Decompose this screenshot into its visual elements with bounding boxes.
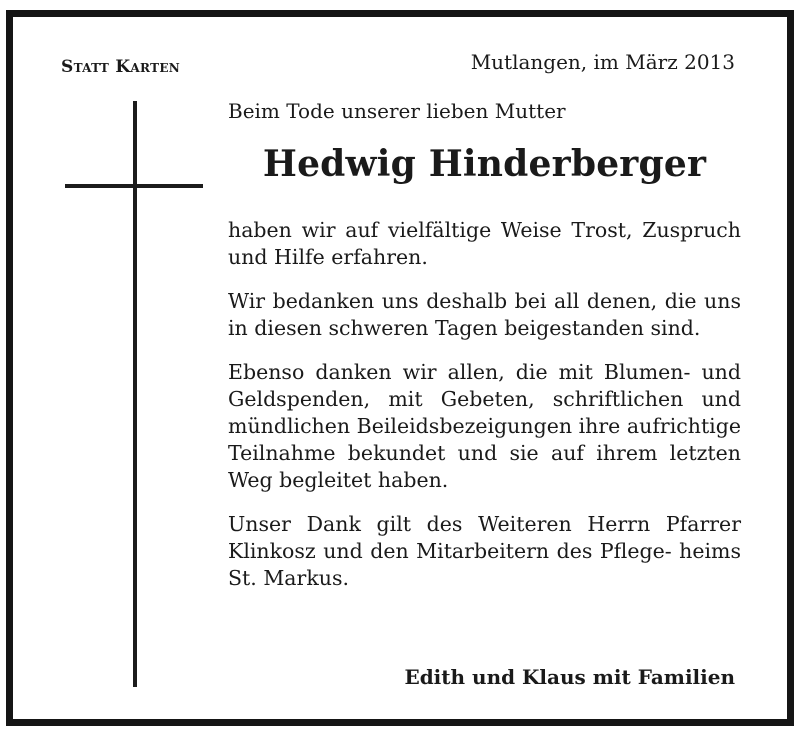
paragraph-donations: Ebenso danken wir allen, die mit Blumen- und Geldspenden, mit Gebeten, schriftlichen und mündlichen Beileidsbezeigungen ihre aufrichtige Teilnahme bekundet und sie auf ihrem letzten Weg begleitet haben. [228, 360, 741, 492]
paragraph-pastor: Unser Dank gilt des Weiteren Herrn Pfarrer Klinkosz und den Mitarbeitern des Pflege- heims St. Markus. [228, 512, 741, 590]
cross-horizontal-bar [65, 184, 203, 188]
place-date: Mutlangen, im März 2013 [470, 50, 735, 74]
signature: Edith und Klaus mit Familien [404, 665, 735, 689]
intro-line: Beim Tode unserer lieben Mutter [228, 99, 566, 123]
statt-karten-label: Statt Karten [61, 57, 181, 77]
cross-vertical-bar [133, 101, 137, 687]
obituary-notice [6, 10, 794, 726]
paragraph-thanks: Wir bedanken uns deshalb bei all denen, die uns in diesen schweren Tagen beigestanden sind. [228, 289, 741, 340]
paragraph-comfort: haben wir auf vielfältige Weise Trost, Zuspruch und Hilfe erfahren. [228, 218, 741, 269]
deceased-name: Hedwig Hinderberger [262, 143, 707, 185]
body-text [228, 217, 741, 609]
